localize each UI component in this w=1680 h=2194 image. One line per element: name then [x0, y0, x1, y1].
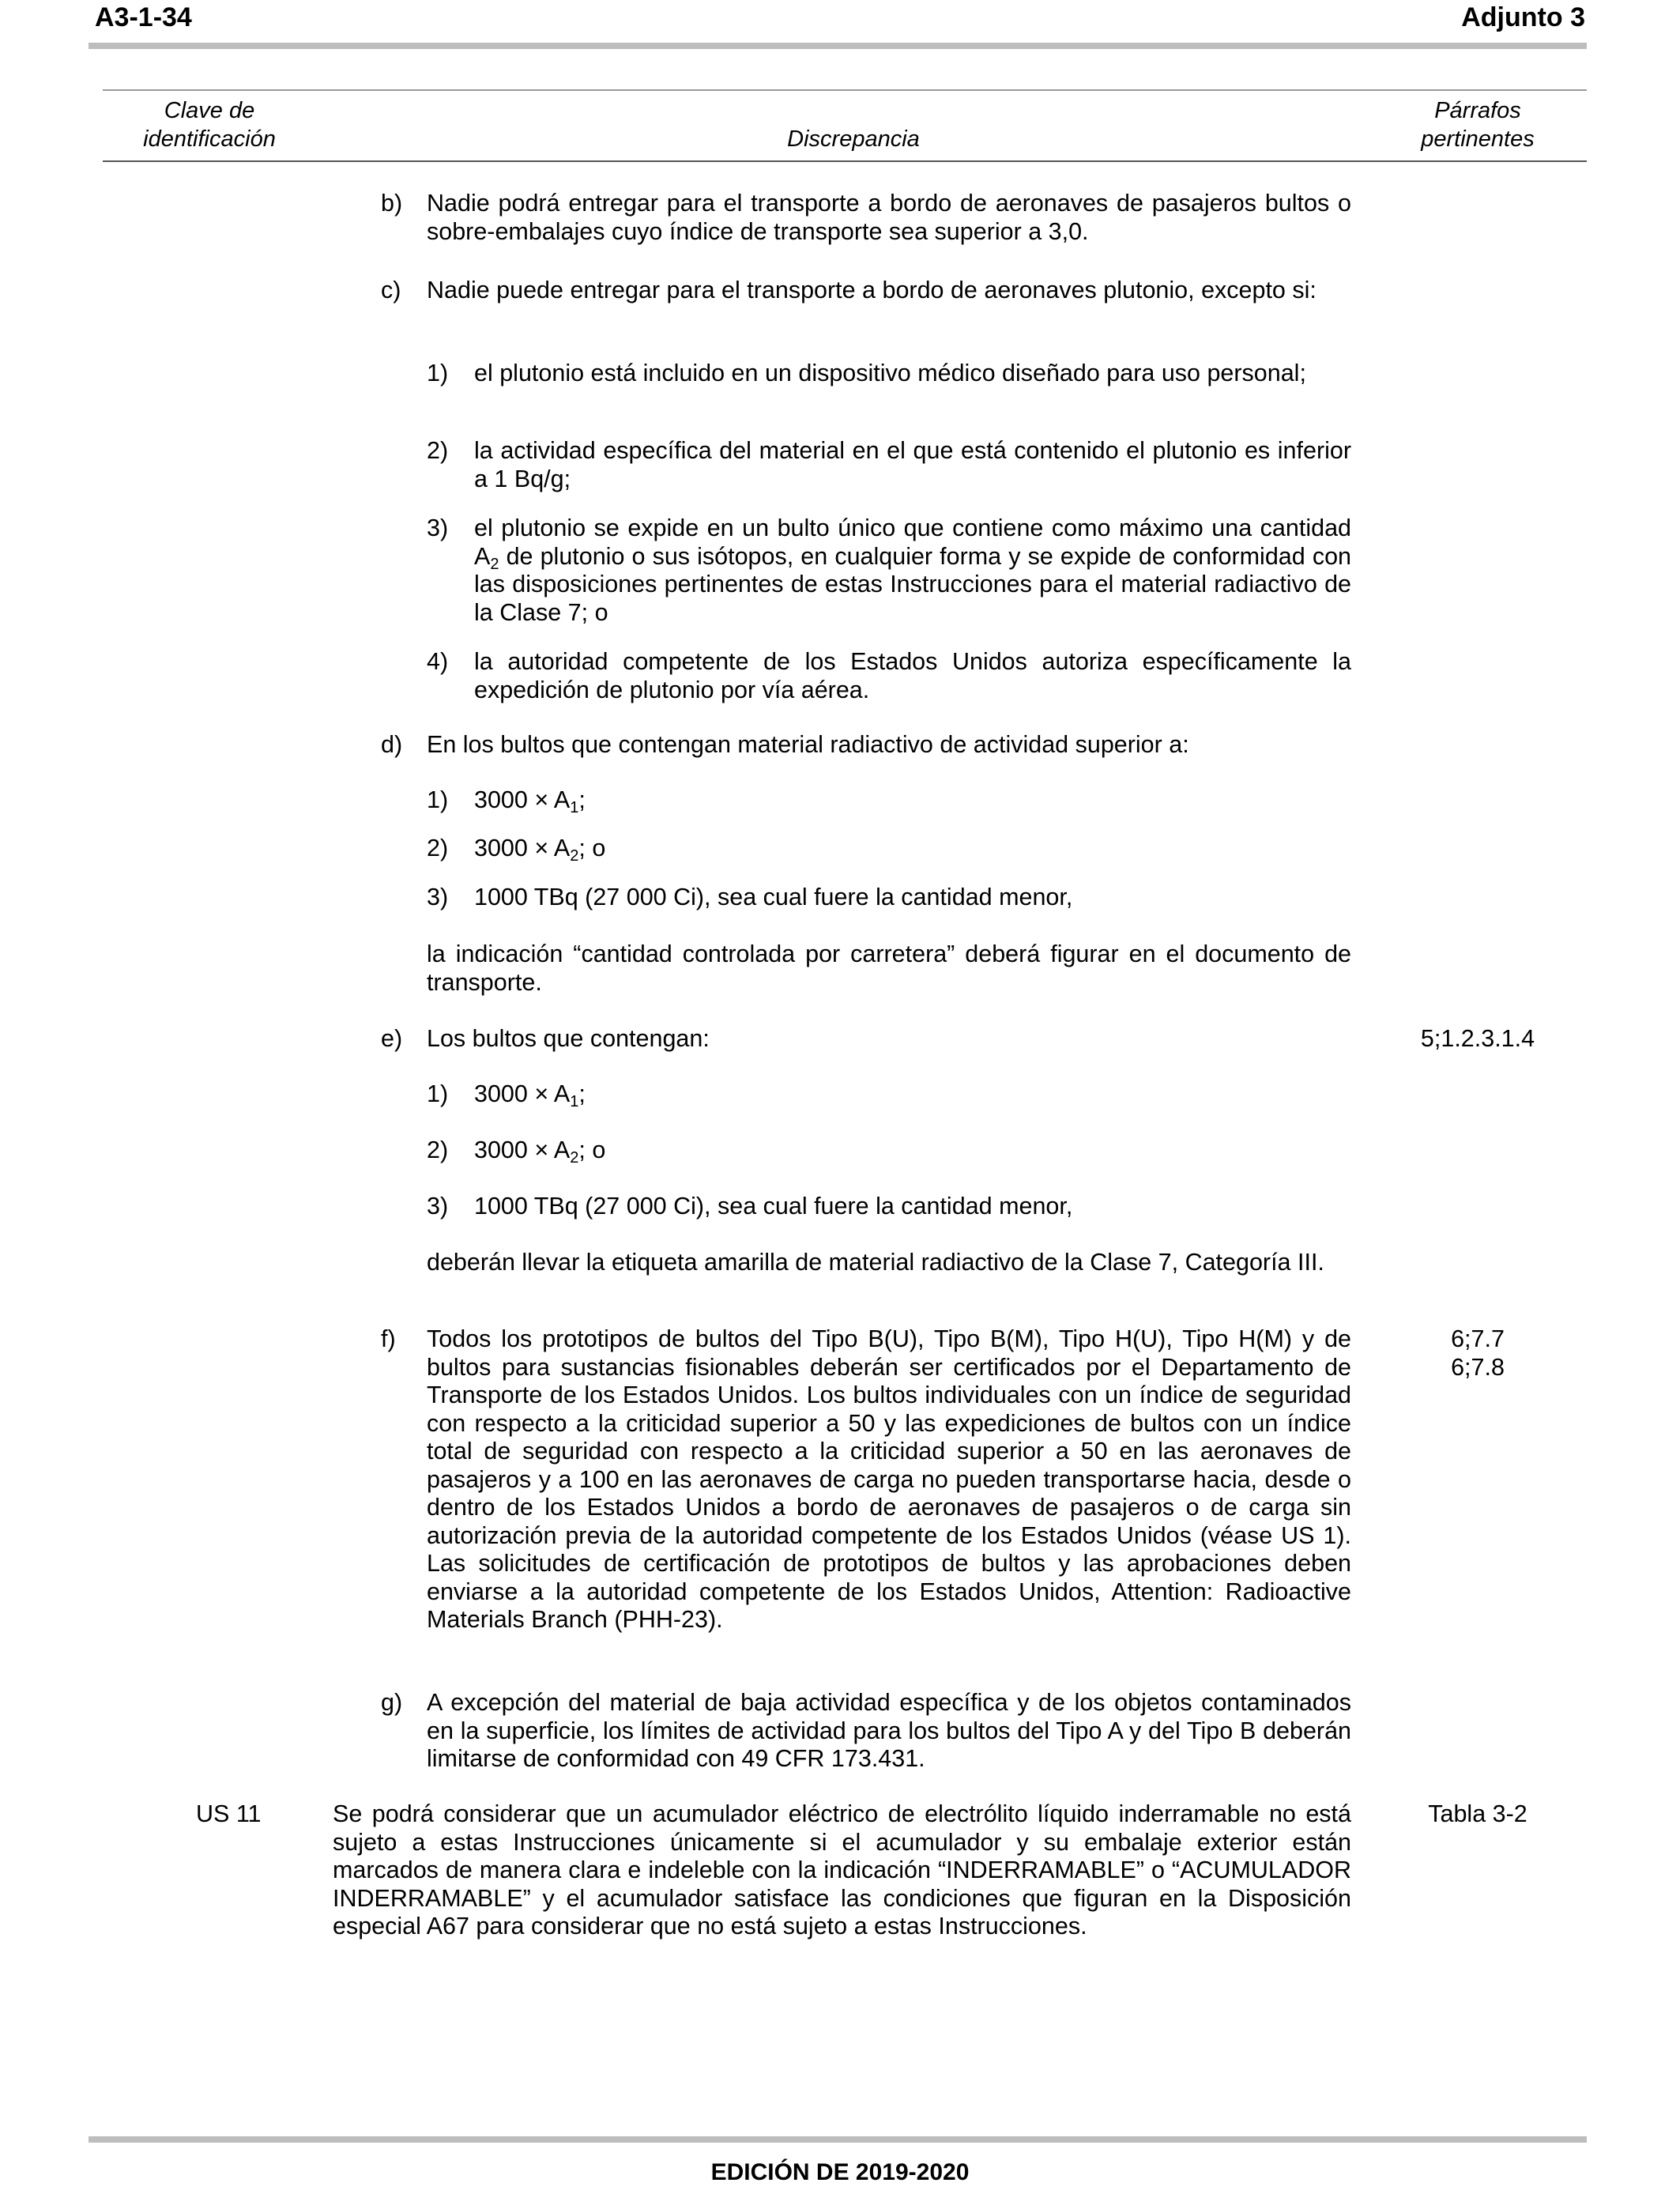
item-c-text: Nadie puede entregar para el transporte a bordo de aeronaves plutonio, excepto si: — [427, 277, 1317, 303]
column-header-discrepancia: Discrepancia — [787, 126, 920, 152]
item-f-label: f) — [381, 1325, 396, 1352]
table-header-top-line — [103, 89, 1587, 91]
item-g-label: g) — [381, 1689, 403, 1716]
item-c3-label: 3) — [427, 515, 449, 541]
us11-reference: Tabla 3-2 — [1428, 1800, 1527, 1827]
item-d1-label: 1) — [427, 786, 449, 813]
item-b-text: Nadie podrá entregar para el transporte a bordo de aeronaves de pasajeros bultos o sobre-embalajes cuyo índice de transporte sea superior a 3,0. — [427, 190, 1351, 245]
item-d3-label: 3) — [427, 884, 449, 910]
footer-rule — [89, 2136, 1587, 2143]
item-d2-text: $3000 \times A_2$; o — [474, 835, 606, 865]
us11-text: Se podrá considerar que un acumulador eléctrico de electrólito líquido inderramable no está sujeto a estas Instrucciones únicamente si el acumulador y su embalaje exterior están marcados de manera clara e indeleble con la indicación “INDERRAMABLE” o “ACUMULADOR INDERRAMABLE” y el acumulador satisface las condiciones que figuran en la Disposición especial A67 para considerar que no está sujeto a estas Instrucciones. — [333, 1800, 1351, 1940]
item-e-reference: 5;1.2.3.1.4 — [1420, 1025, 1535, 1052]
item-d-text: En los bultos que contengan material radiactivo de actividad superior a: — [427, 731, 1189, 758]
item-c4-text: la autoridad competente de los Estados Unidos autoriza específicamente la expedición de plutonio por vía aérea. — [474, 648, 1351, 703]
item-d3-text: 1000 TBq (27 000 Ci), sea cual fuere la cantidad menor, — [474, 884, 1073, 910]
header-rule — [89, 43, 1587, 49]
item-c2-label: 2) — [427, 437, 449, 464]
item-e-text: Los bultos que contengan: — [427, 1025, 710, 1052]
item-e3-label: 3) — [427, 1193, 449, 1220]
item-e-label: e) — [381, 1025, 403, 1052]
item-d1-text: $3000 \times A_1$; — [474, 786, 586, 816]
item-c1-text: el plutonio está incluido en un dispositivo médico diseñado para uso personal; — [474, 360, 1306, 386]
item-e2-text: $3000 \times A_2$; o — [474, 1137, 606, 1167]
item-e2-label: 2) — [427, 1137, 449, 1163]
item-e-tail: deberán llevar la etiqueta amarilla de material radiactivo de la Clase 7, Categoría III. — [427, 1249, 1324, 1276]
item-g-text: A excepción del material de baja actividad específica y de los objetos contaminados en la superficie, los límites de actividad para los bultos del Tipo A y del Tipo B deberán limitarse de conformidad con 49 CFR 173.431. — [427, 1689, 1351, 1772]
item-b-label: b) — [381, 190, 403, 217]
item-f-text: Todos los prototipos de bultos del Tipo B(U), Tipo B(M), Tipo H(U), Tipo H(M) y de bultos para sustancias fisionables deberán ser certificados por el Departamento de Transporte de los Estados Unidos. Los bultos individuales con un índice de seguridad con respecto a la criticidad superior a 50 y las expediciones de bultos con un índice total de seguridad con respecto a la criticidad superior a 50 en las aeronaves de pasajeros y a 100 en las aeronaves de carga no pueden transportarse hacia, desde o dentro de los Estados Unidos a bordo de aeronaves de pasajeros o de carga sin autorización previa de la autoridad competente de los Estados Unidos (véase US 1). Las solicitudes de certificación de prototipos de bultos y las aprobaciones deben enviarse a la autoridad competente de los Estados Unidos, Attention: Radioactive Materials Branch (PHH-23). — [427, 1325, 1351, 1633]
item-c1-label: 1) — [427, 360, 449, 386]
item-f-reference: 6;7.7 6;7.8 — [1451, 1325, 1505, 1381]
column-header-parrafos: Párrafos pertinentes — [1421, 98, 1535, 152]
item-e1-text: $3000 \times A_1$; — [474, 1080, 586, 1110]
page-number: A3-1-34 — [95, 2, 192, 32]
item-e3-text: 1000 TBq (27 000 Ci), sea cual fuere la cantidad menor, — [474, 1193, 1073, 1220]
item-c-label: c) — [381, 277, 401, 303]
item-d-tail: la indicación “cantidad controlada por carretera” deberá figurar en el documento de transporte. — [427, 941, 1351, 996]
item-e1-label: 1) — [427, 1080, 449, 1107]
item-d-label: d) — [381, 731, 403, 758]
item-c4-label: 4) — [427, 648, 449, 675]
edition-footer: EDICIÓN DE 2019-2020 — [710, 2159, 970, 2185]
attachment-label: Adjunto 3 — [1461, 2, 1585, 32]
table-header-bottom-line — [103, 160, 1587, 162]
column-header-clave: Clave de identificación — [143, 98, 276, 152]
item-c3-text: el plutonio se expide en un bulto único que contiene como máximo una cantidad $A_2$ de plutonio o sus isótopos, en cualquier forma y se expide de conformidad con las disposiciones pertinentes de estas Instrucciones para el material radiactivo de la Clase 7; o — [474, 515, 1351, 626]
item-c2-text: la actividad específica del material en el que está contenido el plutonio es inferior a 1 Bq/g; — [474, 437, 1351, 492]
item-d2-label: 2) — [427, 835, 449, 861]
us11-key: US 11 — [196, 1800, 262, 1827]
